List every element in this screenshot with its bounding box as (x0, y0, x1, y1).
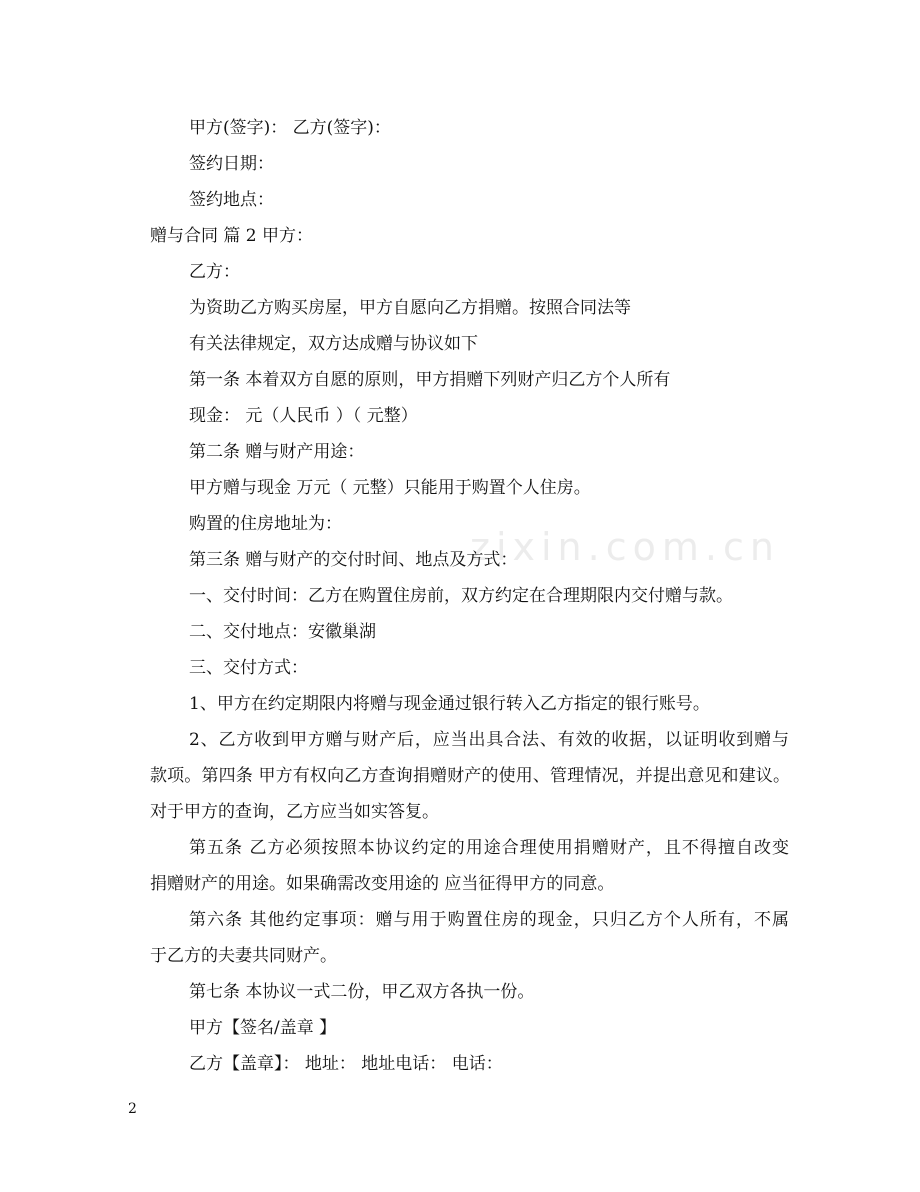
signing-date-line: 签约日期： (189, 154, 274, 174)
paragraph-line: 捐赠财产的用途。如果确需改变用途的 应当征得甲方的同意。 (150, 874, 615, 894)
article-2-line: 第二条 赠与财产用途： (189, 442, 365, 462)
article-5-line: 第五条 乙方必须按照本协议约定的用途合理使用捐赠财产，且不得擅自改变 (189, 838, 789, 858)
contract-heading: 赠与合同 篇 2 甲方： (150, 226, 314, 246)
paragraph-line: 甲方赠与现金 万元（ 元整）只能用于购置个人住房。 (189, 478, 591, 498)
party-b-line: 乙方： (189, 262, 240, 282)
signature-line: 甲方(签字)： 乙方(签字)： (189, 118, 391, 138)
method-item-1: 1、甲方在约定期限内将赠与现金通过银行转入乙方指定的银行账号。 (189, 694, 710, 714)
article-6-line: 第六条 其他约定事项：赠与用于购置住房的现金，只归乙方个人所有，不属 (189, 910, 789, 930)
article-1-line: 第一条 本着双方自愿的原则，甲方捐赠下列财产归乙方个人所有 (189, 370, 671, 390)
party-a-seal-line: 甲方【签名/盖章 】 (189, 1018, 337, 1038)
watermark: zixin.com.cn (470, 525, 780, 569)
signing-place-line: 签约地点： (189, 190, 274, 210)
paragraph-line: 有关法律规定，双方达成赠与协议如下 (189, 334, 478, 354)
paragraph-line: 为资助乙方购买房屋，甲方自愿向乙方捐赠。按照合同法等 (189, 298, 631, 318)
page-number: 2 (128, 1101, 137, 1117)
delivery-time-line: 一、交付时间：乙方在购置住房前，双方约定在合理期限内交付赠与款。 (189, 586, 733, 606)
party-b-seal-line: 乙方【盖章】： 地址： 地址电话： 电话： (189, 1054, 503, 1074)
delivery-method-line: 三、交付方式： (189, 658, 308, 678)
article-3-line: 第三条 赠与财产的交付时间、地点及方式： (189, 550, 518, 570)
article-7-line: 第七条 本协议一式二份，甲乙双方各执一份。 (189, 982, 535, 1002)
paragraph-line: 对于甲方的查询，乙方应当如实答复。 (150, 802, 439, 822)
paragraph-line: 购置的住房地址为： (189, 514, 342, 534)
article-4-line: 款项。第四条 甲方有权向乙方查询捐赠财产的使用、管理情况，并提出意见和建议。 (150, 766, 790, 786)
delivery-place-line: 二、交付地点：安徽巢湖 (189, 622, 376, 642)
method-item-2: 2、乙方收到甲方赠与财产后，应当出具合法、有效的收据，以证明收到赠与 (189, 730, 789, 750)
cash-line: 现金： 元（人民币 ）（ 元整） (189, 406, 418, 426)
paragraph-line: 于乙方的夫妻共同财产。 (150, 946, 337, 966)
